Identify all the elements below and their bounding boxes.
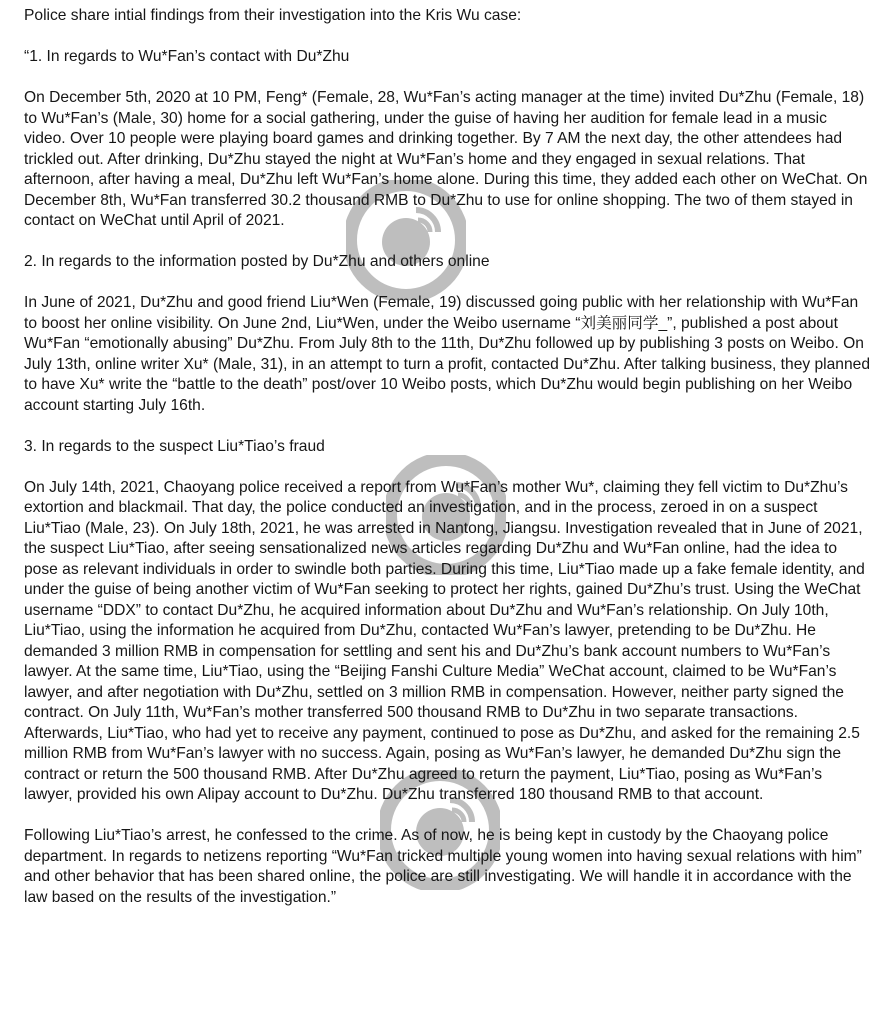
- section3-heading: 3. In regards to the suspect Liu*Tiao’s fraud: [24, 437, 325, 455]
- document-body: [24, 6, 870, 929]
- section1-body: On December 5th, 2020 at 10 PM, Feng* (Female, 28, Wu*Fan’s acting manager at the time) invited Du*Zhu (Female, 18) to Wu*Fan’s (Male, 30) home for a social gathering, under the guise of having her audition for female lead in a music video. Over 10 people were playing board games and drinking together. By 7 AM the next day, the other attendees had trickled out. After drinking, Du*Zhu stayed the night at Wu*Fan’s home and they engaged in sexual relations. That afternoon, after having a meal, Du*Zhu left Wu*Fan’s home alone. During this time, they added each other on WeChat. On December 8th, Wu*Fan transferred 30.2 thousand RMB to Du*Zhu to use for online shopping. The two of them stayed in contact on WeChat until April of 2021.: [24, 89, 868, 229]
- section1-heading: “1. In regards to Wu*Fan’s contact with Du*Zhu: [24, 48, 350, 65]
- section2-body: In June of 2021, Du*Zhu and good friend Liu*Wen (Female, 19) discussed going public with her relationship with Wu*Fan to boost her online visibility. On June 2nd, Liu*Wen, under the Weibo username “刘美丽同学_”, published a post about Wu*Fan “emotionally abusing” Du*Zhu. From July 8th to the 11th, Du*Zhu followed up by publishing 3 posts on Weibo. On July 13th, online writer Xu* (Male, 31), in an attempt to turn a profit, contacted Du*Zhu. After talking business, they planned to have Xu* write the “battle to the death” post/over 10 Weibo posts, which Du*Zhu would begin publishing on her Weibo account starting July 16th.: [24, 294, 870, 414]
- section3-body: On July 14th, 2021, Chaoyang police received a report from Wu*Fan’s mother Wu*, claiming they fell victim to Du*Zhu’s extortion and blackmail. That day, the police conducted an investigation, and in the process, zeroed in on a suspect Liu*Tiao (Male, 23). On July 18th, 2021, he was arrested in Nantong, Jiangsu. Investigation revealed that in June of 2021, the suspect Liu*Tiao, after seeing sensationalized news articles regarding Du*Zhu and Wu*Fan online, had the idea to pose as relevant individuals in order to swindle both parties. During this time, Liu*Tiao made up a fake female identity, and under the guise of being another victim of Wu*Fan seeking to protect her rights, gained Du*Zhu’s trust. Using the WeChat username “DDX” to contact Du*Zhu, he acquired information about Du*Zhu and Wu*Fan’s relationship. On July 10th, Liu*Tiao, using the information he acquired from Du*Zhu, contacted Wu*Fan’s lawyer, pretending to be Du*Zhu. He demanded 3 million RMB in compensation for settling and sent his and Du*Zhu’s bank account numbers to Wu*Fan’s lawyer. At the same time, Liu*Tiao, using the “Beijing Fanshi Culture Media” WeChat account, claimed to be Wu*Fan’s lawyer, and after negotiation with Du*Zhu, settled on 3 million RMB in compensation. However, neither party signed the contract. On July 11th, Wu*Fan’s mother transferred 500 thousand RMB to Du*Zhu in two separate transactions. Afterwards, Liu*Tiao, who had yet to receive any payment, continued to pose as Du*Zhu, and asked for the remaining 2.5 million RMB from Wu*Fan’s lawyer with no success. Again, posing as Wu*Fan’s lawyer, he demanded Du*Zhu sign the contract or return the 500 thousand RMB. After Du*Zhu agreed to return the payment, Liu*Tiao, posing as Wu*Fan’s lawyer, provided his own Alipay account to Du*Zhu. Du*Zhu transferred 180 thousand RMB to that account.: [24, 478, 865, 803]
- section2-heading: 2. In regards to the information posted by Du*Zhu and others online: [24, 253, 490, 270]
- document-title: Police share intial findings from their investigation into the Kris Wu case:: [24, 7, 522, 24]
- closing-body: Following Liu*Tiao’s arrest, he confessed to the crime. As of now, he is being kept in custody by the Chaoyang police department. In regards to netizens reporting “Wu*Fan tricked multiple young women into having sexual relations with him” and other behavior that has been shared online, the police are still investigating. We will handle it in accordance with the law based on the results of the investigation.”: [24, 827, 862, 906]
